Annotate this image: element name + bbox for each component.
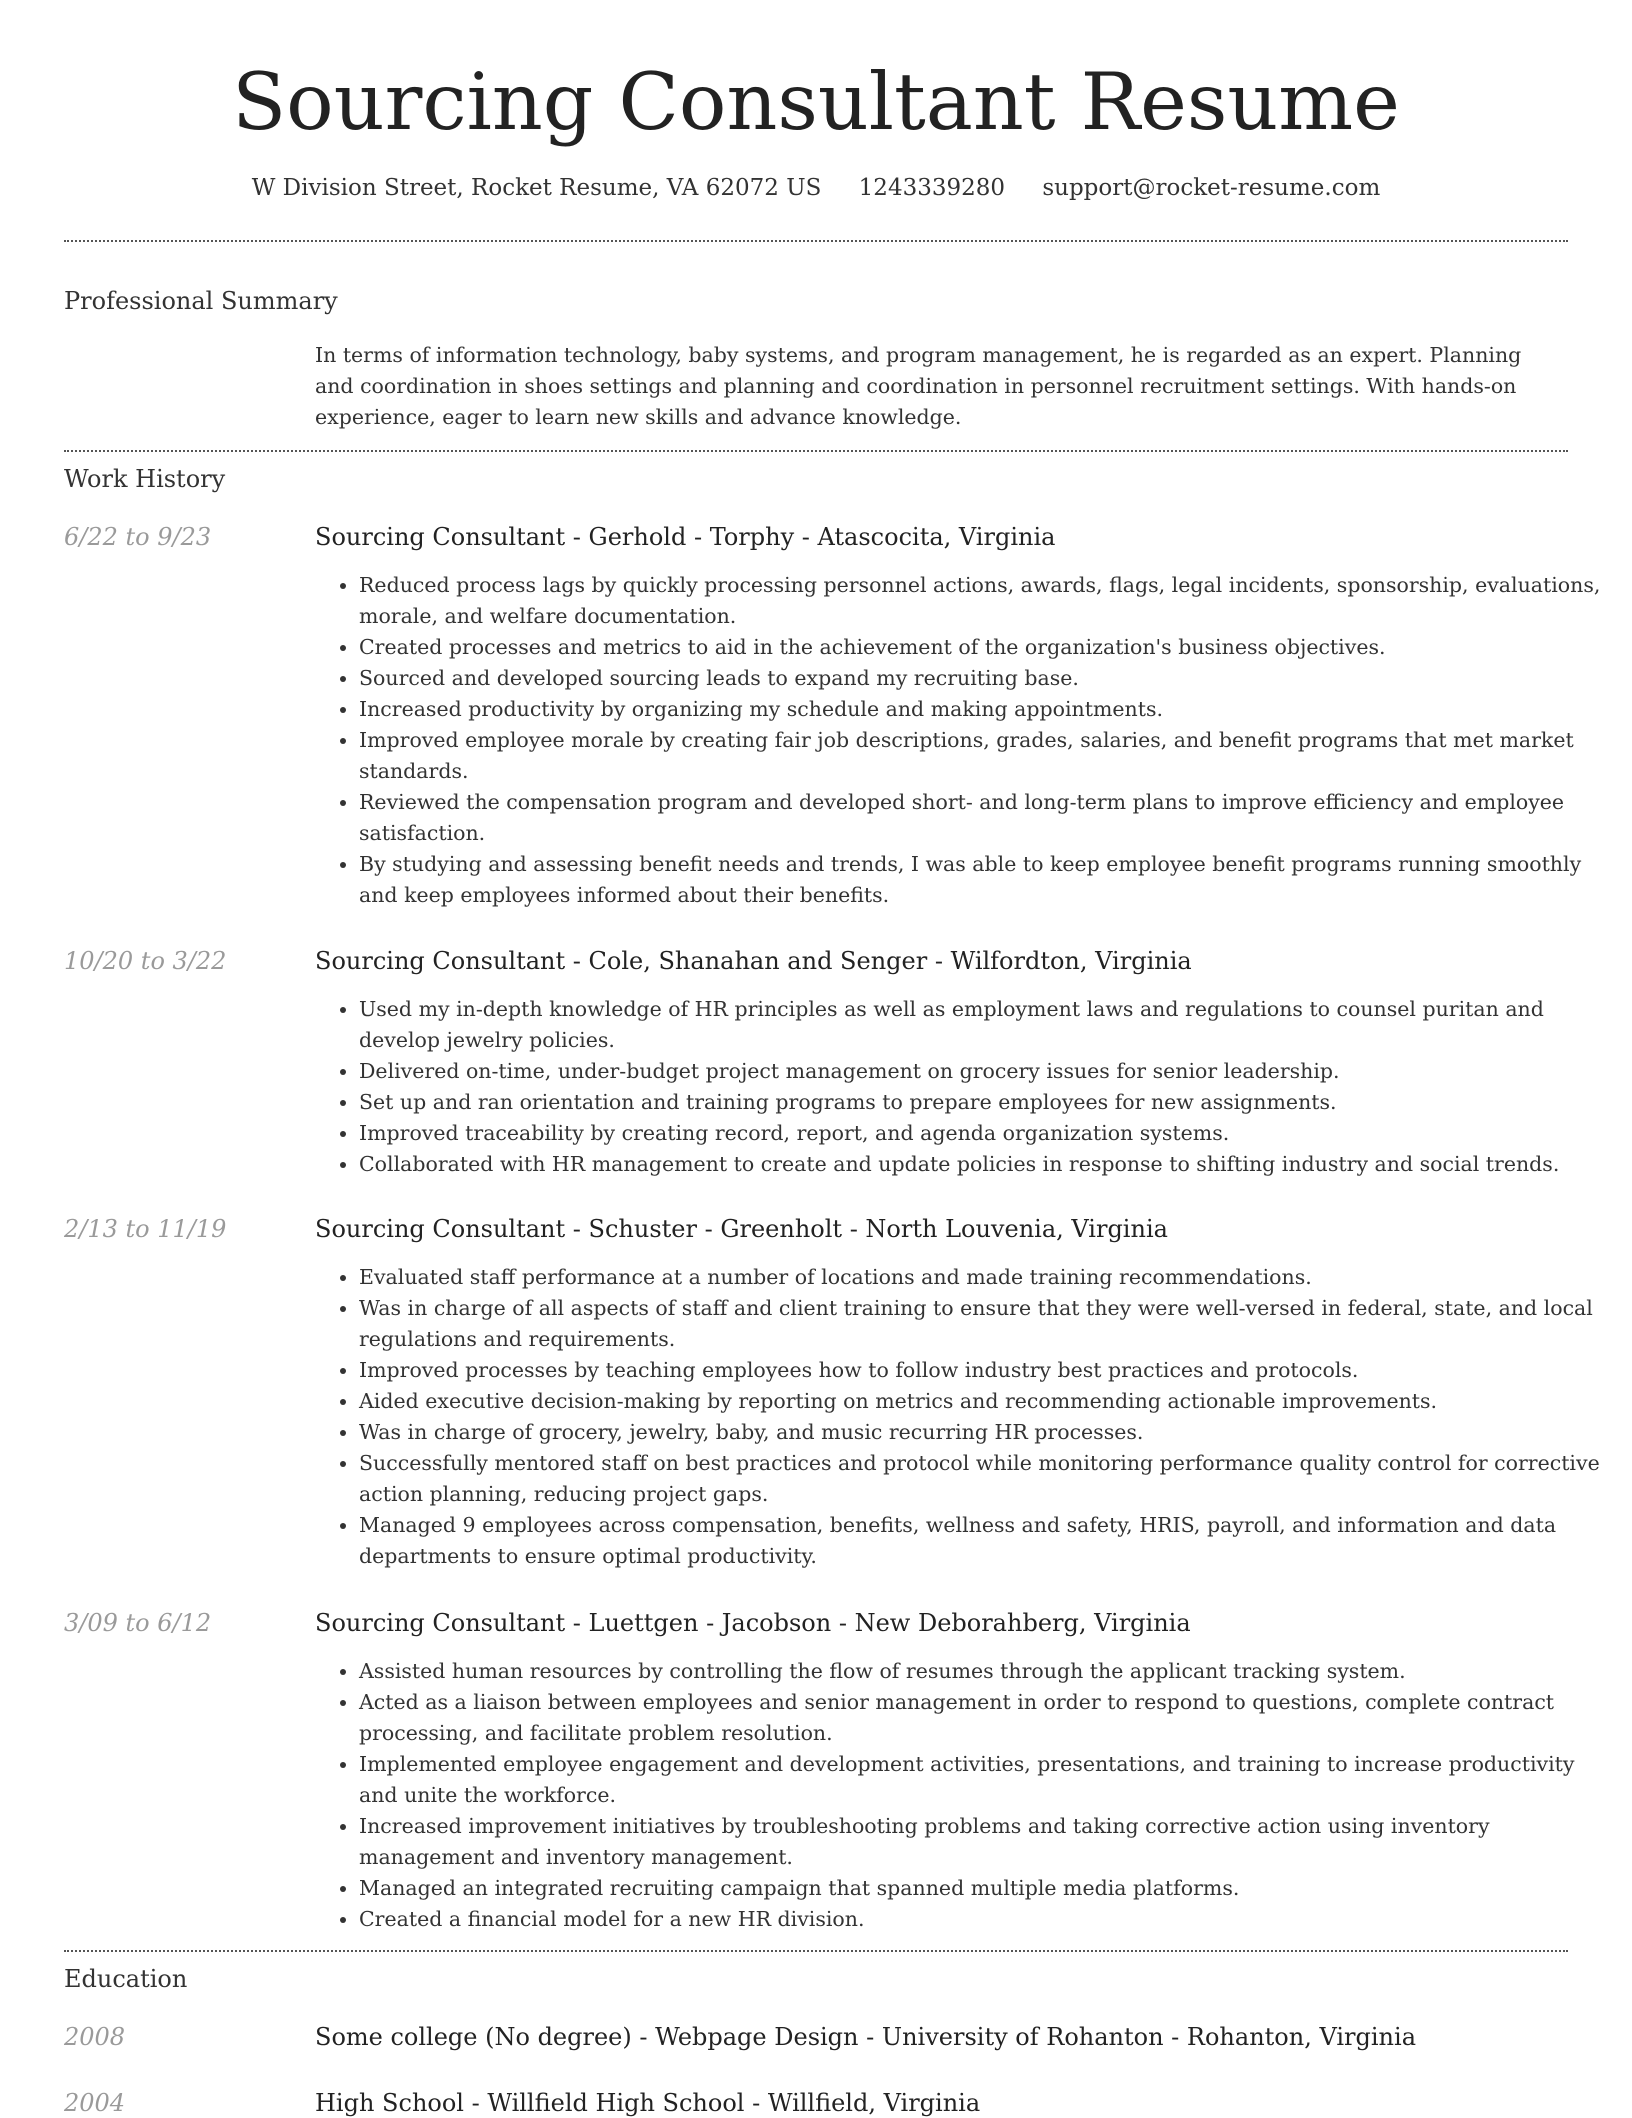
list-item: • Set up and ran orientation and training programs to prepare employees for new assignments. xyxy=(359,1087,1609,1118)
job-bullets xyxy=(315,570,1609,911)
list-item: • Created a financial model for a new HR division. xyxy=(359,1904,1609,1935)
education-title: High School - Willfield High School - Willfield, Virginia xyxy=(315,2089,981,2117)
job-title: Sourcing Consultant - Cole, Shanahan and Senger - Wilfordton, Virginia xyxy=(315,947,1192,975)
list-item: • Improved employee morale by creating fair job descriptions, grades, salaries, and benefit programs that met market standards. xyxy=(359,725,1609,787)
list-item: • Acted as a liaison between employees and senior management in order to respond to questions, complete contract processing, and facilitate problem resolution. xyxy=(359,1687,1609,1749)
job-bullets xyxy=(315,994,1609,1180)
contact-email[interactable]: support@rocket-resume.com xyxy=(1042,175,1381,201)
divider xyxy=(64,1950,1568,1952)
job-title: Sourcing Consultant - Gerhold - Torphy - Atascocita, Virginia xyxy=(315,523,1056,551)
list-item: • Managed 9 employees across compensation, benefits, wellness and safety, HRIS, payroll, and information and data departments to ensure optimal productivity. xyxy=(359,1510,1609,1572)
list-item: • Reduced process lags by quickly processing personnel actions, awards, flags, legal incidents, sponsorship, evaluations, morale, and welfare documentation. xyxy=(359,570,1609,632)
list-item: • Increased improvement initiatives by troubleshooting problems and taking corrective action using inventory management and inventory management. xyxy=(359,1811,1609,1873)
job-dates: 10/20 to 3/22 xyxy=(64,947,227,975)
list-item: • By studying and assessing benefit needs and trends, I was able to keep employee benefit programs running smoothly and keep employees informed about their benefits. xyxy=(359,849,1609,911)
list-item: • Aided executive decision-making by reporting on metrics and recommending actionable improvements. xyxy=(359,1386,1609,1417)
list-item: • Sourced and developed sourcing leads to expand my recruiting base. xyxy=(359,663,1609,694)
list-item: • Used my in-depth knowledge of HR principles as well as employment laws and regulations to counsel puritan and develop jewelry policies. xyxy=(359,994,1609,1056)
job-dates: 3/09 to 6/12 xyxy=(64,1609,212,1637)
job-dates: 6/22 to 9/23 xyxy=(64,523,212,551)
education-year: 2004 xyxy=(64,2089,126,2117)
job-dates: 2/13 to 11/19 xyxy=(64,1215,227,1243)
summary-text: In terms of information technology, baby systems, and program management, he is regarded as an expert. Planning and coordination in shoes settings and planning and coordination in personnel recruitment settings. With hands-on experience, eager to learn new skills and advance knowledge. xyxy=(315,343,1522,429)
job-bullets xyxy=(315,1656,1609,1935)
list-item: • Implemented employee engagement and development activities, presentations, and training to increase productivity and unite the workforce. xyxy=(359,1749,1609,1811)
contact-line xyxy=(0,172,1632,204)
page-title: Sourcing Consultant Resume xyxy=(232,56,1400,148)
education-title: Some college (No degree) - Webpage Design - University of Rohanton - Rohanton, Virginia xyxy=(315,2023,1416,2051)
summary-heading: Professional Summary xyxy=(64,287,338,315)
list-item: • Reviewed the compensation program and developed short- and long-term plans to improve efficiency and employee satisfaction. xyxy=(359,787,1609,849)
list-item: • Successfully mentored staff on best practices and protocol while monitoring performance quality control for corrective action planning, reducing project gaps. xyxy=(359,1448,1609,1510)
list-item: • Collaborated with HR management to create and update policies in response to shifting industry and social trends. xyxy=(359,1149,1609,1180)
list-item: • Was in charge of grocery, jewelry, baby, and music recurring HR processes. xyxy=(359,1417,1609,1448)
education-heading: Education xyxy=(64,1965,188,1993)
list-item: • Delivered on-time, under-budget project management on grocery issues for senior leadership. xyxy=(359,1056,1609,1087)
job-title: Sourcing Consultant - Luettgen - Jacobson - New Deborahberg, Virginia xyxy=(315,1609,1191,1637)
list-item: • Improved processes by teaching employees how to follow industry best practices and protocols. xyxy=(359,1355,1609,1386)
list-item: • Created processes and metrics to aid in the achievement of the organization's business objectives. xyxy=(359,632,1609,663)
job-title: Sourcing Consultant - Schuster - Greenholt - North Louvenia, Virginia xyxy=(315,1215,1168,1243)
list-item: • Was in charge of all aspects of staff and client training to ensure that they were well-versed in federal, state, and local regulations and requirements. xyxy=(359,1293,1609,1355)
work-history-heading: Work History xyxy=(64,465,226,493)
contact-phone[interactable]: 1243339280 xyxy=(858,175,1006,201)
job-bullets xyxy=(315,1262,1609,1572)
list-item: • Increased productivity by organizing my schedule and making appointments. xyxy=(359,694,1609,725)
list-item: • Assisted human resources by controlling the flow of resumes through the applicant tracking system. xyxy=(359,1656,1609,1687)
list-item: • Managed an integrated recruiting campaign that spanned multiple media platforms. xyxy=(359,1873,1609,1904)
education-year: 2008 xyxy=(64,2023,126,2051)
divider xyxy=(64,240,1568,242)
divider xyxy=(64,450,1568,452)
list-item: • Improved traceability by creating record, report, and agenda organization systems. xyxy=(359,1118,1609,1149)
list-item: • Evaluated staff performance at a number of locations and made training recommendations. xyxy=(359,1262,1609,1293)
contact-address: W Division Street, Rocket Resume, VA 62072 US xyxy=(251,175,822,201)
